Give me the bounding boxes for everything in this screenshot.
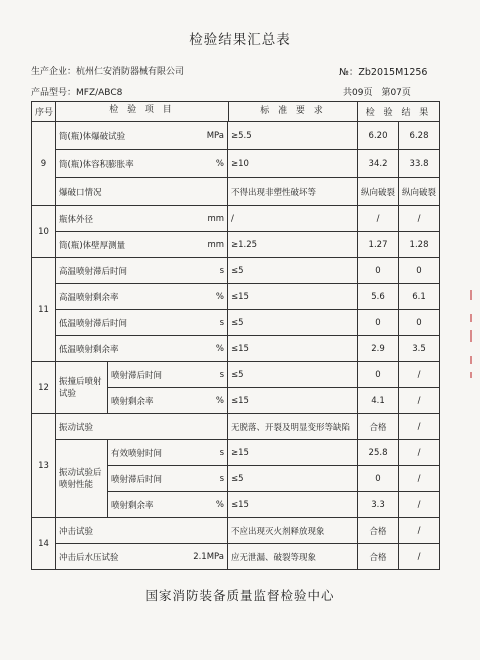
result-2: / [399,440,440,466]
requirement: 应无泄漏、破裂等现象 [228,544,358,570]
table-row [32,414,440,440]
result-1: 0 [358,466,399,492]
table-row [32,362,440,388]
group-number: 12 [32,362,56,414]
result-1: 0 [358,310,399,336]
table-row [32,122,440,150]
table-row [32,544,440,570]
margin-mark [470,372,472,378]
item-name: 高温喷射滞后时间 [59,266,128,277]
item-name: 有效喷射时间 [111,448,163,459]
item-name: 筒(瓶)体壁厚测量 [59,240,126,251]
product-model: 产品型号：MFZ/ABC8 [31,88,123,98]
result-1: 0 [358,258,399,284]
item-unit: % [215,158,224,169]
item-header-label: 检 验 项 目 [109,105,175,115]
item-name: 筒(瓶)体容积膨胀率 [59,159,134,170]
result-2: 6.28 [399,122,440,150]
item-unit: % [215,291,224,302]
result-2: 0 [399,310,440,336]
requirement: ≤15 [228,492,358,518]
result-2: 0 [399,258,440,284]
result-1: 3.3 [358,492,399,518]
result-2: / [399,414,440,440]
table-header-row [32,102,440,122]
result-1: 合格 [358,518,399,544]
table-row [32,310,440,336]
item-unit: s [219,317,224,328]
requirement: ≥5.5 [228,122,358,150]
result-1: 纵向破裂 [358,178,399,206]
requirement: ≥10 [228,150,358,178]
item-name: 冲击后水压试验 [59,552,119,563]
req-header-label: 标 准 要 求 [228,102,357,121]
result-1: 合格 [358,544,399,570]
item-name: 爆破口情况 [56,178,228,206]
result-2: 6.1 [399,284,440,310]
table-row [32,258,440,284]
table-row [32,206,440,232]
result-1: 4.1 [358,388,399,414]
requirement: ≤15 [228,284,358,310]
results-table [31,101,440,570]
table-row [32,336,440,362]
item-name: 筒(瓶)体爆破试验 [59,131,126,142]
table-row [32,518,440,544]
result-header: 检 验 结 果 [358,102,440,122]
result-2: 3.5 [399,336,440,362]
item-unit: % [215,343,224,354]
margin-mark [470,290,472,300]
item-unit: s [219,369,224,380]
table-row [32,284,440,310]
item-name: 低温喷射滞后时间 [59,318,128,329]
item-name: 高温喷射剩余率 [59,292,119,303]
margin-mark [470,356,472,364]
manufacturer: 生产企业：杭州仁安消防器械有限公司 [31,67,185,77]
result-1: 2.9 [358,336,399,362]
result-1: 6.20 [358,122,399,150]
item-name: 低温喷射剩余率 [59,344,119,355]
result-1: 25.8 [358,440,399,466]
group-number: 10 [32,206,56,258]
requirement: ≥15 [228,440,358,466]
item-unit: % [215,395,224,406]
margin-mark [470,330,472,342]
result-1: 5.6 [358,284,399,310]
group-number: 14 [32,518,56,570]
item-unit: s [219,473,224,484]
item-unit: MPa [206,130,224,141]
requirement: 不应出现灭火剂释放现象 [228,518,358,544]
result-1: 合格 [358,414,399,440]
result-2: / [399,388,440,414]
result-2: / [399,466,440,492]
report-number: №：Zb2015M1256 [339,67,428,78]
result-2: / [399,492,440,518]
requirement: ≥1.25 [228,232,358,258]
group-number: 9 [32,122,56,206]
result-2: 纵向破裂 [399,178,440,206]
result-1: / [358,206,399,232]
margin-marks [470,290,476,380]
requirement: ≤5 [228,362,358,388]
page-count: 共09页 第07页 [343,88,411,98]
document-title: 检验结果汇总表 [189,32,291,48]
item-name: 喷射剩余率 [111,396,154,407]
result-2: / [399,206,440,232]
result-1: 1.27 [358,232,399,258]
table-row [32,440,440,466]
requirement: 不得出现非塑性破坏等 [228,178,358,206]
group-name: 振撞后喷射试验 [56,362,108,414]
result-1: 0 [358,362,399,388]
item-unit: % [215,499,224,510]
group-number: 13 [32,414,56,518]
item-name: 喷射滞后时间 [111,370,163,381]
requirement: / [228,206,358,232]
item-unit: mm [207,213,224,224]
result-2: 33.8 [399,150,440,178]
requirement: ≤15 [228,388,358,414]
item-unit: s [219,447,224,458]
requirement: ≤5 [228,466,358,492]
item-name: 喷射剩余率 [111,500,154,511]
item-unit: mm [207,239,224,250]
result-2: / [399,544,440,570]
item-unit: s [219,265,224,276]
seq-header: 序号 [32,102,56,122]
result-2: 1.28 [399,232,440,258]
table-row [32,178,440,206]
table-row [32,232,440,258]
item-unit: 2.1MPa [193,551,224,562]
result-2: / [399,518,440,544]
requirement: 无脱落、开裂及明显变形等缺陷 [228,414,358,440]
requirement: ≤5 [228,310,358,336]
group-name: 振动试验后喷射性能 [56,440,108,518]
result-2: / [399,362,440,388]
table-row [32,150,440,178]
requirement: ≤5 [228,258,358,284]
requirement: ≤15 [228,336,358,362]
item-name: 瓶体外径 [59,214,94,225]
issuing-organization: 国家消防装备质量监督检验中心 [145,588,335,603]
item-name: 喷射滞后时间 [111,474,163,485]
item-header [56,102,358,122]
result-1: 34.2 [358,150,399,178]
group-number: 11 [32,258,56,362]
margin-mark [470,314,472,322]
item-name: 振动试验 [56,414,228,440]
item-name: 冲击试验 [56,518,228,544]
